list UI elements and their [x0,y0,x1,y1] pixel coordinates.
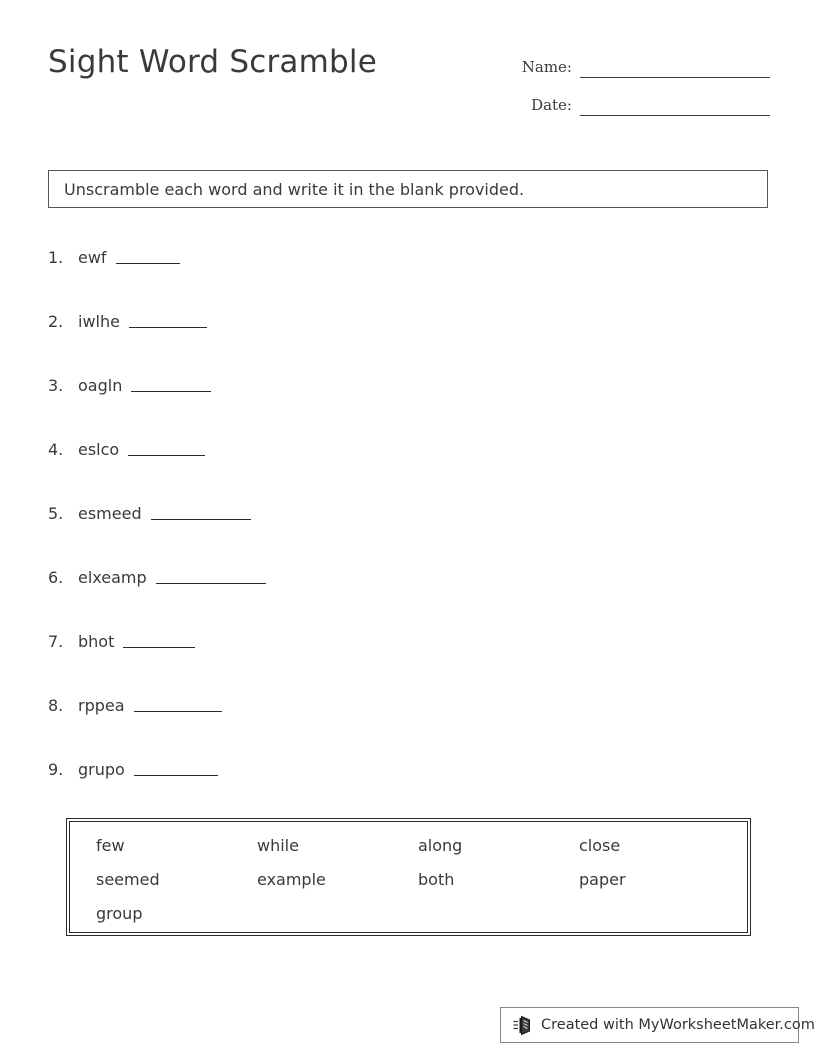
scrambled-word: bhot [78,632,115,651]
answer-blank[interactable] [123,632,195,648]
question-number: 4. [48,440,64,459]
answer-blank[interactable] [151,504,251,520]
date-label: Date: [531,96,572,114]
question-list [48,248,748,824]
question-row [48,440,748,504]
word-bank-word: both [418,870,455,889]
scrambled-word: iwlhe [78,312,120,331]
worksheet-maker-logo-icon [513,1014,533,1036]
question-row [48,568,748,632]
answer-blank[interactable] [131,376,211,392]
question-row [48,696,748,760]
date-field-row [500,88,770,116]
word-bank-word: paper [579,870,626,889]
word-bank-row [96,904,747,938]
scrambled-word: ewf [78,248,107,267]
scrambled-word: oagln [78,376,123,395]
name-field-row [500,50,770,78]
question-row [48,504,748,568]
question-number: 1. [48,248,64,267]
answer-blank[interactable] [129,312,207,328]
question-number: 9. [48,760,64,779]
answer-blank[interactable] [116,248,180,264]
word-bank-box [66,818,751,936]
instruction-text: Unscramble each word and write it in the blank provided. [64,179,525,199]
worksheet-header [0,0,816,150]
question-row [48,248,748,312]
word-bank-word: close [579,836,621,855]
date-input-line[interactable] [580,95,770,116]
word-bank-word: group [96,904,143,923]
answer-blank[interactable] [134,760,218,776]
question-number: 2. [48,312,64,331]
page-title: Sight Word Scramble [48,44,377,80]
question-row [48,632,748,696]
answer-blank[interactable] [134,696,222,712]
question-row [48,376,748,440]
footer-text: Created with MyWorksheetMaker.com [541,1017,815,1033]
scrambled-word: rppea [78,696,125,715]
scrambled-word: esmeed [78,504,142,523]
instruction-box [48,170,768,208]
answer-blank[interactable] [128,440,205,456]
question-number: 8. [48,696,64,715]
scrambled-word: eslco [78,440,120,459]
word-bank-row [96,836,747,870]
question-row [48,760,748,824]
scrambled-word: grupo [78,760,125,779]
answer-blank[interactable] [156,568,266,584]
word-bank-word: example [257,870,326,889]
name-label: Name: [521,58,572,76]
question-row [48,312,748,376]
name-input-line[interactable] [580,57,770,78]
word-bank-inner [69,821,748,933]
question-number: 3. [48,376,64,395]
word-bank-word: along [418,836,463,855]
word-bank-word: seemed [96,870,160,889]
word-bank-word: few [96,836,125,855]
question-number: 5. [48,504,64,523]
word-bank-row [96,870,747,904]
question-number: 7. [48,632,64,651]
word-bank-word: while [257,836,299,855]
scrambled-word: elxeamp [78,568,147,587]
footer-badge[interactable] [500,1007,815,1043]
question-number: 6. [48,568,64,587]
